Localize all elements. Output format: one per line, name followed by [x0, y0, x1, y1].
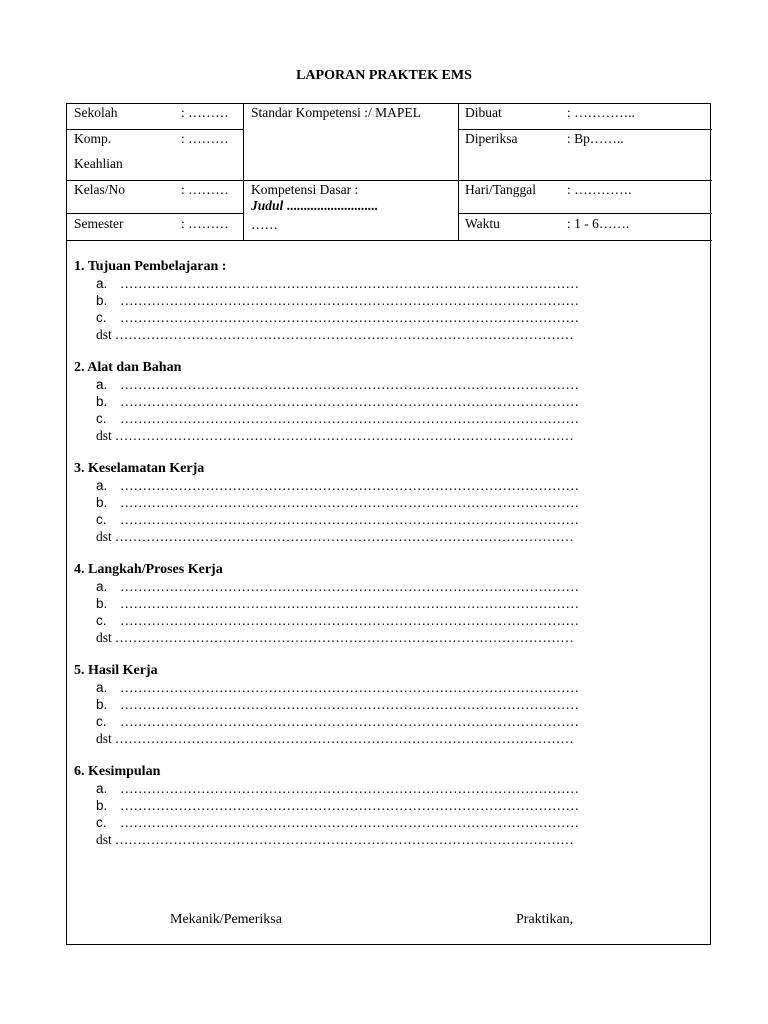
diperiksa-value: : Bp……..	[567, 131, 624, 146]
header-divider	[458, 180, 712, 181]
komp-label: Komp.	[74, 131, 112, 146]
sekolah-label: Sekolah	[74, 105, 118, 120]
section-title: 2. Alat dan Bahan	[74, 360, 182, 375]
semester-value: : ………	[181, 216, 229, 231]
list-item: c. …………………………………………………………………………………………	[96, 815, 579, 830]
komp-value: : ………	[181, 131, 229, 146]
list-item: b. …………………………………………………………………………………………	[96, 293, 579, 308]
list-item: a. …………………………………………………………………………………………	[96, 579, 579, 594]
judul	[251, 198, 378, 214]
dibuat-value: : …………..	[567, 105, 635, 120]
header-divider	[67, 129, 243, 130]
kompetensi-dots: ……	[251, 217, 278, 232]
section-alat-bahan	[74, 359, 579, 444]
list-item: a. …………………………………………………………………………………………	[96, 680, 579, 695]
sekolah-value: : ………	[181, 105, 229, 120]
list-item: dst …………………………………………………………………………………………	[96, 731, 574, 746]
list-item: a. …………………………………………………………………………………………	[96, 276, 579, 291]
section-hasil	[74, 662, 579, 747]
header-divider	[243, 180, 458, 181]
hari-tanggal-value: : ………….	[567, 182, 632, 197]
list-item: a. …………………………………………………………………………………………	[96, 781, 579, 796]
section-tujuan	[74, 258, 579, 343]
judul-label: Judul	[251, 198, 284, 213]
section-title: 5. Hasil Kerja	[74, 663, 158, 678]
header-table	[67, 104, 712, 241]
header-divider	[67, 213, 243, 214]
waktu-label: Waktu	[465, 216, 500, 231]
list-item: c. …………………………………………………………………………………………	[96, 512, 579, 527]
list-item: a. …………………………………………………………………………………………	[96, 377, 579, 392]
judul-dots: ...........................	[283, 198, 378, 213]
section-title: 3. Keselamatan Kerja	[74, 461, 205, 476]
diperiksa-label: Diperiksa	[465, 131, 518, 146]
section-kesimpulan	[74, 763, 579, 848]
keahlian-label: Keahlian	[74, 156, 123, 171]
kompetensi-dasar: Kompetensi Dasar :	[251, 182, 359, 197]
header-divider	[243, 104, 244, 241]
semester-label: Semester	[74, 216, 124, 231]
header-divider	[67, 180, 243, 181]
report-frame	[66, 103, 711, 945]
kelas-label: Kelas/No	[74, 182, 125, 197]
section-title: 6. Kesimpulan	[74, 764, 161, 779]
signature-praktikan: Praktikan,	[516, 912, 574, 927]
signature-mekanik: Mekanik/Pemeriksa	[170, 912, 282, 927]
header-divider	[458, 104, 459, 241]
hari-tanggal-label: Hari/Tanggal	[465, 182, 537, 197]
list-item: b. …………………………………………………………………………………………	[96, 596, 579, 611]
list-item: dst …………………………………………………………………………………………	[96, 428, 574, 443]
list-item: c. …………………………………………………………………………………………	[96, 411, 579, 426]
list-item: a. …………………………………………………………………………………………	[96, 478, 579, 493]
section-title: 1. Tujuan Pembelajaran :	[74, 259, 227, 274]
report-title: LAPORAN PRAKTEK EMS	[296, 68, 472, 83]
section-title: 4. Langkah/Proses Kerja	[74, 562, 223, 577]
standar-kompetensi: Standar Kompetensi :/ MAPEL	[251, 105, 421, 120]
section-keselamatan	[74, 460, 579, 545]
list-item: b. …………………………………………………………………………………………	[96, 798, 579, 813]
list-item: dst …………………………………………………………………………………………	[96, 327, 574, 342]
list-item: dst …………………………………………………………………………………………	[96, 630, 574, 645]
kelas-value: : ………	[181, 182, 229, 197]
header-divider	[458, 213, 712, 214]
dibuat-label: Dibuat	[465, 105, 502, 120]
list-item: dst …………………………………………………………………………………………	[96, 529, 574, 544]
list-item: c. …………………………………………………………………………………………	[96, 613, 579, 628]
list-item: dst …………………………………………………………………………………………	[96, 832, 574, 847]
list-item: c. …………………………………………………………………………………………	[96, 714, 579, 729]
header-bottom-border	[67, 240, 712, 241]
list-item: c. …………………………………………………………………………………………	[96, 310, 579, 325]
list-item: b. …………………………………………………………………………………………	[96, 697, 579, 712]
header-divider	[458, 129, 712, 130]
list-item: b. …………………………………………………………………………………………	[96, 495, 579, 510]
waktu-value: : 1 - 6…….	[567, 216, 630, 231]
section-langkah	[74, 561, 579, 646]
list-item: b. …………………………………………………………………………………………	[96, 394, 579, 409]
